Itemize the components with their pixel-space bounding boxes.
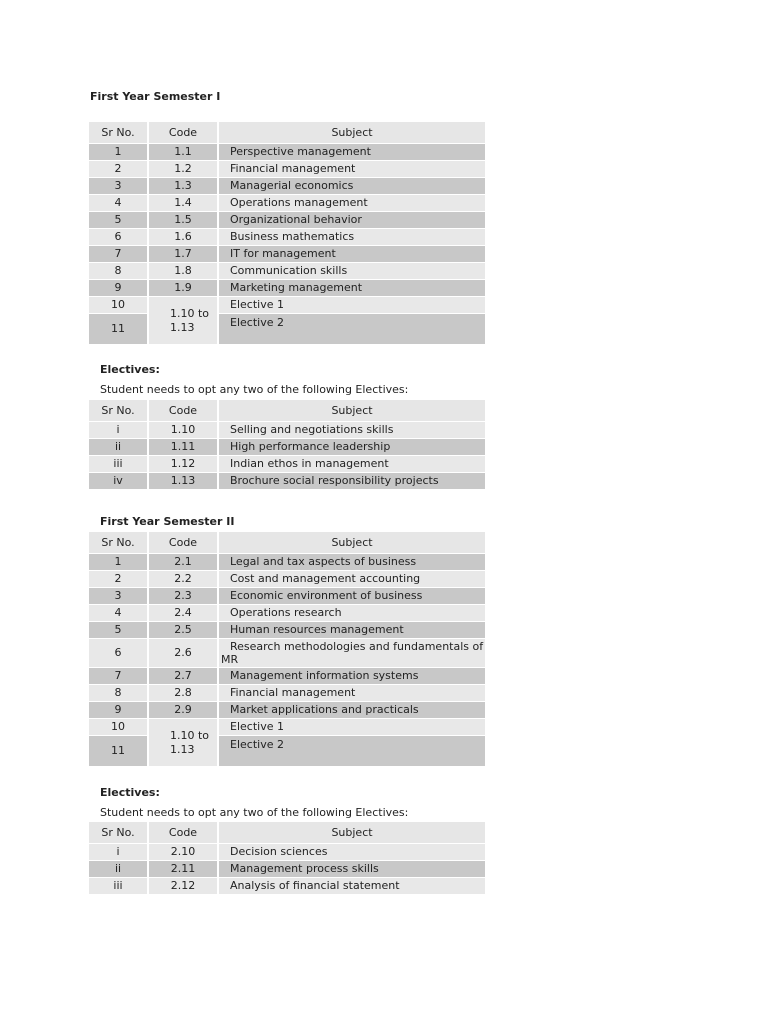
electives-1-note: Student needs to opt any two of the following Electives:: [100, 383, 409, 396]
sr-cell: ii: [89, 860, 147, 877]
table-row: [89, 604, 485, 621]
code-cell: 2.5: [147, 621, 217, 638]
code-cell: 1.3: [147, 177, 217, 194]
table-row: [89, 667, 485, 684]
semester-2-table: [89, 532, 485, 766]
subject-cell: Elective 2: [217, 735, 485, 766]
subject-cell: Indian ethos in management: [217, 455, 485, 472]
code-cell: 1.5: [147, 211, 217, 228]
code-cell: 2.7: [147, 667, 217, 684]
code-cell: 1.12: [147, 455, 217, 472]
sr-cell: 6: [89, 228, 147, 245]
sr-cell: 8: [89, 262, 147, 279]
header-code: Code: [147, 822, 217, 843]
sr-cell: 5: [89, 621, 147, 638]
subject-cell: Operations research: [217, 604, 485, 621]
table-row: [89, 472, 485, 489]
table-row: [89, 177, 485, 194]
header-subject: Subject: [217, 822, 485, 843]
table-row: [89, 228, 485, 245]
code-cell: 1.6: [147, 228, 217, 245]
table-header-row: [89, 532, 485, 553]
sr-cell: 11: [89, 313, 147, 344]
header-code: Code: [147, 122, 217, 143]
code-cell: 1.2: [147, 160, 217, 177]
subject-cell: Management process skills: [217, 860, 485, 877]
table-row: [89, 570, 485, 587]
subject-cell: Analysis of financial statement: [217, 877, 485, 894]
table-row: [89, 877, 485, 894]
header-subject: Subject: [217, 532, 485, 553]
code-cell-merged: 1.10 to 1.13: [147, 718, 217, 766]
code-cell: 2.3: [147, 587, 217, 604]
table-row: [89, 843, 485, 860]
table-row: [89, 438, 485, 455]
table-row: [89, 211, 485, 228]
table-row: [89, 718, 485, 735]
header-sr-no: Sr No.: [89, 532, 147, 553]
sr-cell: iii: [89, 455, 147, 472]
table-header-row: [89, 122, 485, 143]
subject-cell: Communication skills: [217, 262, 485, 279]
sr-cell: 4: [89, 194, 147, 211]
code-cell: 1.7: [147, 245, 217, 262]
subject-cell: Financial management: [217, 160, 485, 177]
code-cell: 1.13: [147, 472, 217, 489]
code-cell: 1.9: [147, 279, 217, 296]
code-cell: 1.4: [147, 194, 217, 211]
sr-cell: 8: [89, 684, 147, 701]
code-cell: 2.8: [147, 684, 217, 701]
table-row: [89, 638, 485, 667]
sr-cell: i: [89, 421, 147, 438]
table-row: [89, 262, 485, 279]
sr-cell: 10: [89, 296, 147, 313]
sr-cell: 3: [89, 587, 147, 604]
subject-cell: Business mathematics: [217, 228, 485, 245]
subject-cell: Cost and management accounting: [217, 570, 485, 587]
code-cell: 2.1: [147, 553, 217, 570]
subject-cell: Financial management: [217, 684, 485, 701]
table-row: [89, 296, 485, 313]
sr-cell: 9: [89, 279, 147, 296]
sr-cell: 11: [89, 735, 147, 766]
subject-cell: Economic environment of business: [217, 587, 485, 604]
header-sr-no: Sr No.: [89, 400, 147, 421]
subject-cell: Organizational behavior: [217, 211, 485, 228]
table-row: [89, 421, 485, 438]
table-row: [89, 245, 485, 262]
electives-2-note: Student needs to opt any two of the following Electives:: [100, 806, 409, 819]
sr-cell: 6: [89, 638, 147, 667]
subject-cell: Managerial economics: [217, 177, 485, 194]
subject-cell: Marketing management: [217, 279, 485, 296]
code-cell-merged: 1.10 to 1.13: [147, 296, 217, 344]
header-subject: Subject: [217, 400, 485, 421]
electives-2-heading: Electives:: [100, 786, 160, 799]
semester-1-heading: First Year Semester I: [90, 90, 221, 103]
subject-cell: Human resources management: [217, 621, 485, 638]
table-row: [89, 860, 485, 877]
code-cell: 2.10: [147, 843, 217, 860]
sr-cell: 10: [89, 718, 147, 735]
sr-cell: 1: [89, 143, 147, 160]
code-cell: 1.10: [147, 421, 217, 438]
subject-cell: Perspective management: [217, 143, 485, 160]
code-cell: 2.9: [147, 701, 217, 718]
subject-cell: Elective 1: [217, 718, 485, 735]
subject-cell: Research methodologies and fundamentals of MR: [217, 638, 485, 667]
subject-cell: Brochure social responsibility projects: [217, 472, 485, 489]
table-row: [89, 455, 485, 472]
sr-cell: 2: [89, 160, 147, 177]
table-row: [89, 621, 485, 638]
sr-cell: 1: [89, 553, 147, 570]
sr-cell: i: [89, 843, 147, 860]
subject-cell: Legal and tax aspects of business: [217, 553, 485, 570]
sr-cell: 5: [89, 211, 147, 228]
subject-cell: Decision sciences: [217, 843, 485, 860]
table-row: [89, 194, 485, 211]
subject-cell: Selling and negotiations skills: [217, 421, 485, 438]
subject-cell: Elective 2: [217, 313, 485, 344]
table-row: [89, 684, 485, 701]
code-cell: 1.1: [147, 143, 217, 160]
subject-cell: Operations management: [217, 194, 485, 211]
code-cell: 2.6: [147, 638, 217, 667]
table-header-row: [89, 822, 485, 843]
subject-cell: Elective 1: [217, 296, 485, 313]
sr-cell: 4: [89, 604, 147, 621]
sr-cell: ii: [89, 438, 147, 455]
table-row: [89, 587, 485, 604]
table-row: [89, 143, 485, 160]
table-row: [89, 160, 485, 177]
table-row: [89, 279, 485, 296]
table-header-row: [89, 400, 485, 421]
header-code: Code: [147, 400, 217, 421]
semester-1-table: [89, 122, 485, 344]
table-row: [89, 553, 485, 570]
electives-2-table: [89, 822, 485, 894]
sr-cell: 3: [89, 177, 147, 194]
code-cell: 2.2: [147, 570, 217, 587]
code-cell: 1.11: [147, 438, 217, 455]
code-cell: 2.12: [147, 877, 217, 894]
subject-cell: IT for management: [217, 245, 485, 262]
sr-cell: 7: [89, 667, 147, 684]
header-code: Code: [147, 532, 217, 553]
table-row: [89, 701, 485, 718]
code-cell: 2.4: [147, 604, 217, 621]
sr-cell: 9: [89, 701, 147, 718]
electives-1-heading: Electives:: [100, 363, 160, 376]
code-cell: 2.11: [147, 860, 217, 877]
code-cell: 1.8: [147, 262, 217, 279]
subject-cell: High performance leadership: [217, 438, 485, 455]
sr-cell: 7: [89, 245, 147, 262]
electives-1-table: [89, 400, 485, 489]
header-sr-no: Sr No.: [89, 122, 147, 143]
sr-cell: iv: [89, 472, 147, 489]
subject-cell: Market applications and practicals: [217, 701, 485, 718]
sr-cell: 2: [89, 570, 147, 587]
header-sr-no: Sr No.: [89, 822, 147, 843]
header-subject: Subject: [217, 122, 485, 143]
semester-2-heading: First Year Semester II: [100, 515, 235, 528]
sr-cell: iii: [89, 877, 147, 894]
subject-cell: Management information systems: [217, 667, 485, 684]
